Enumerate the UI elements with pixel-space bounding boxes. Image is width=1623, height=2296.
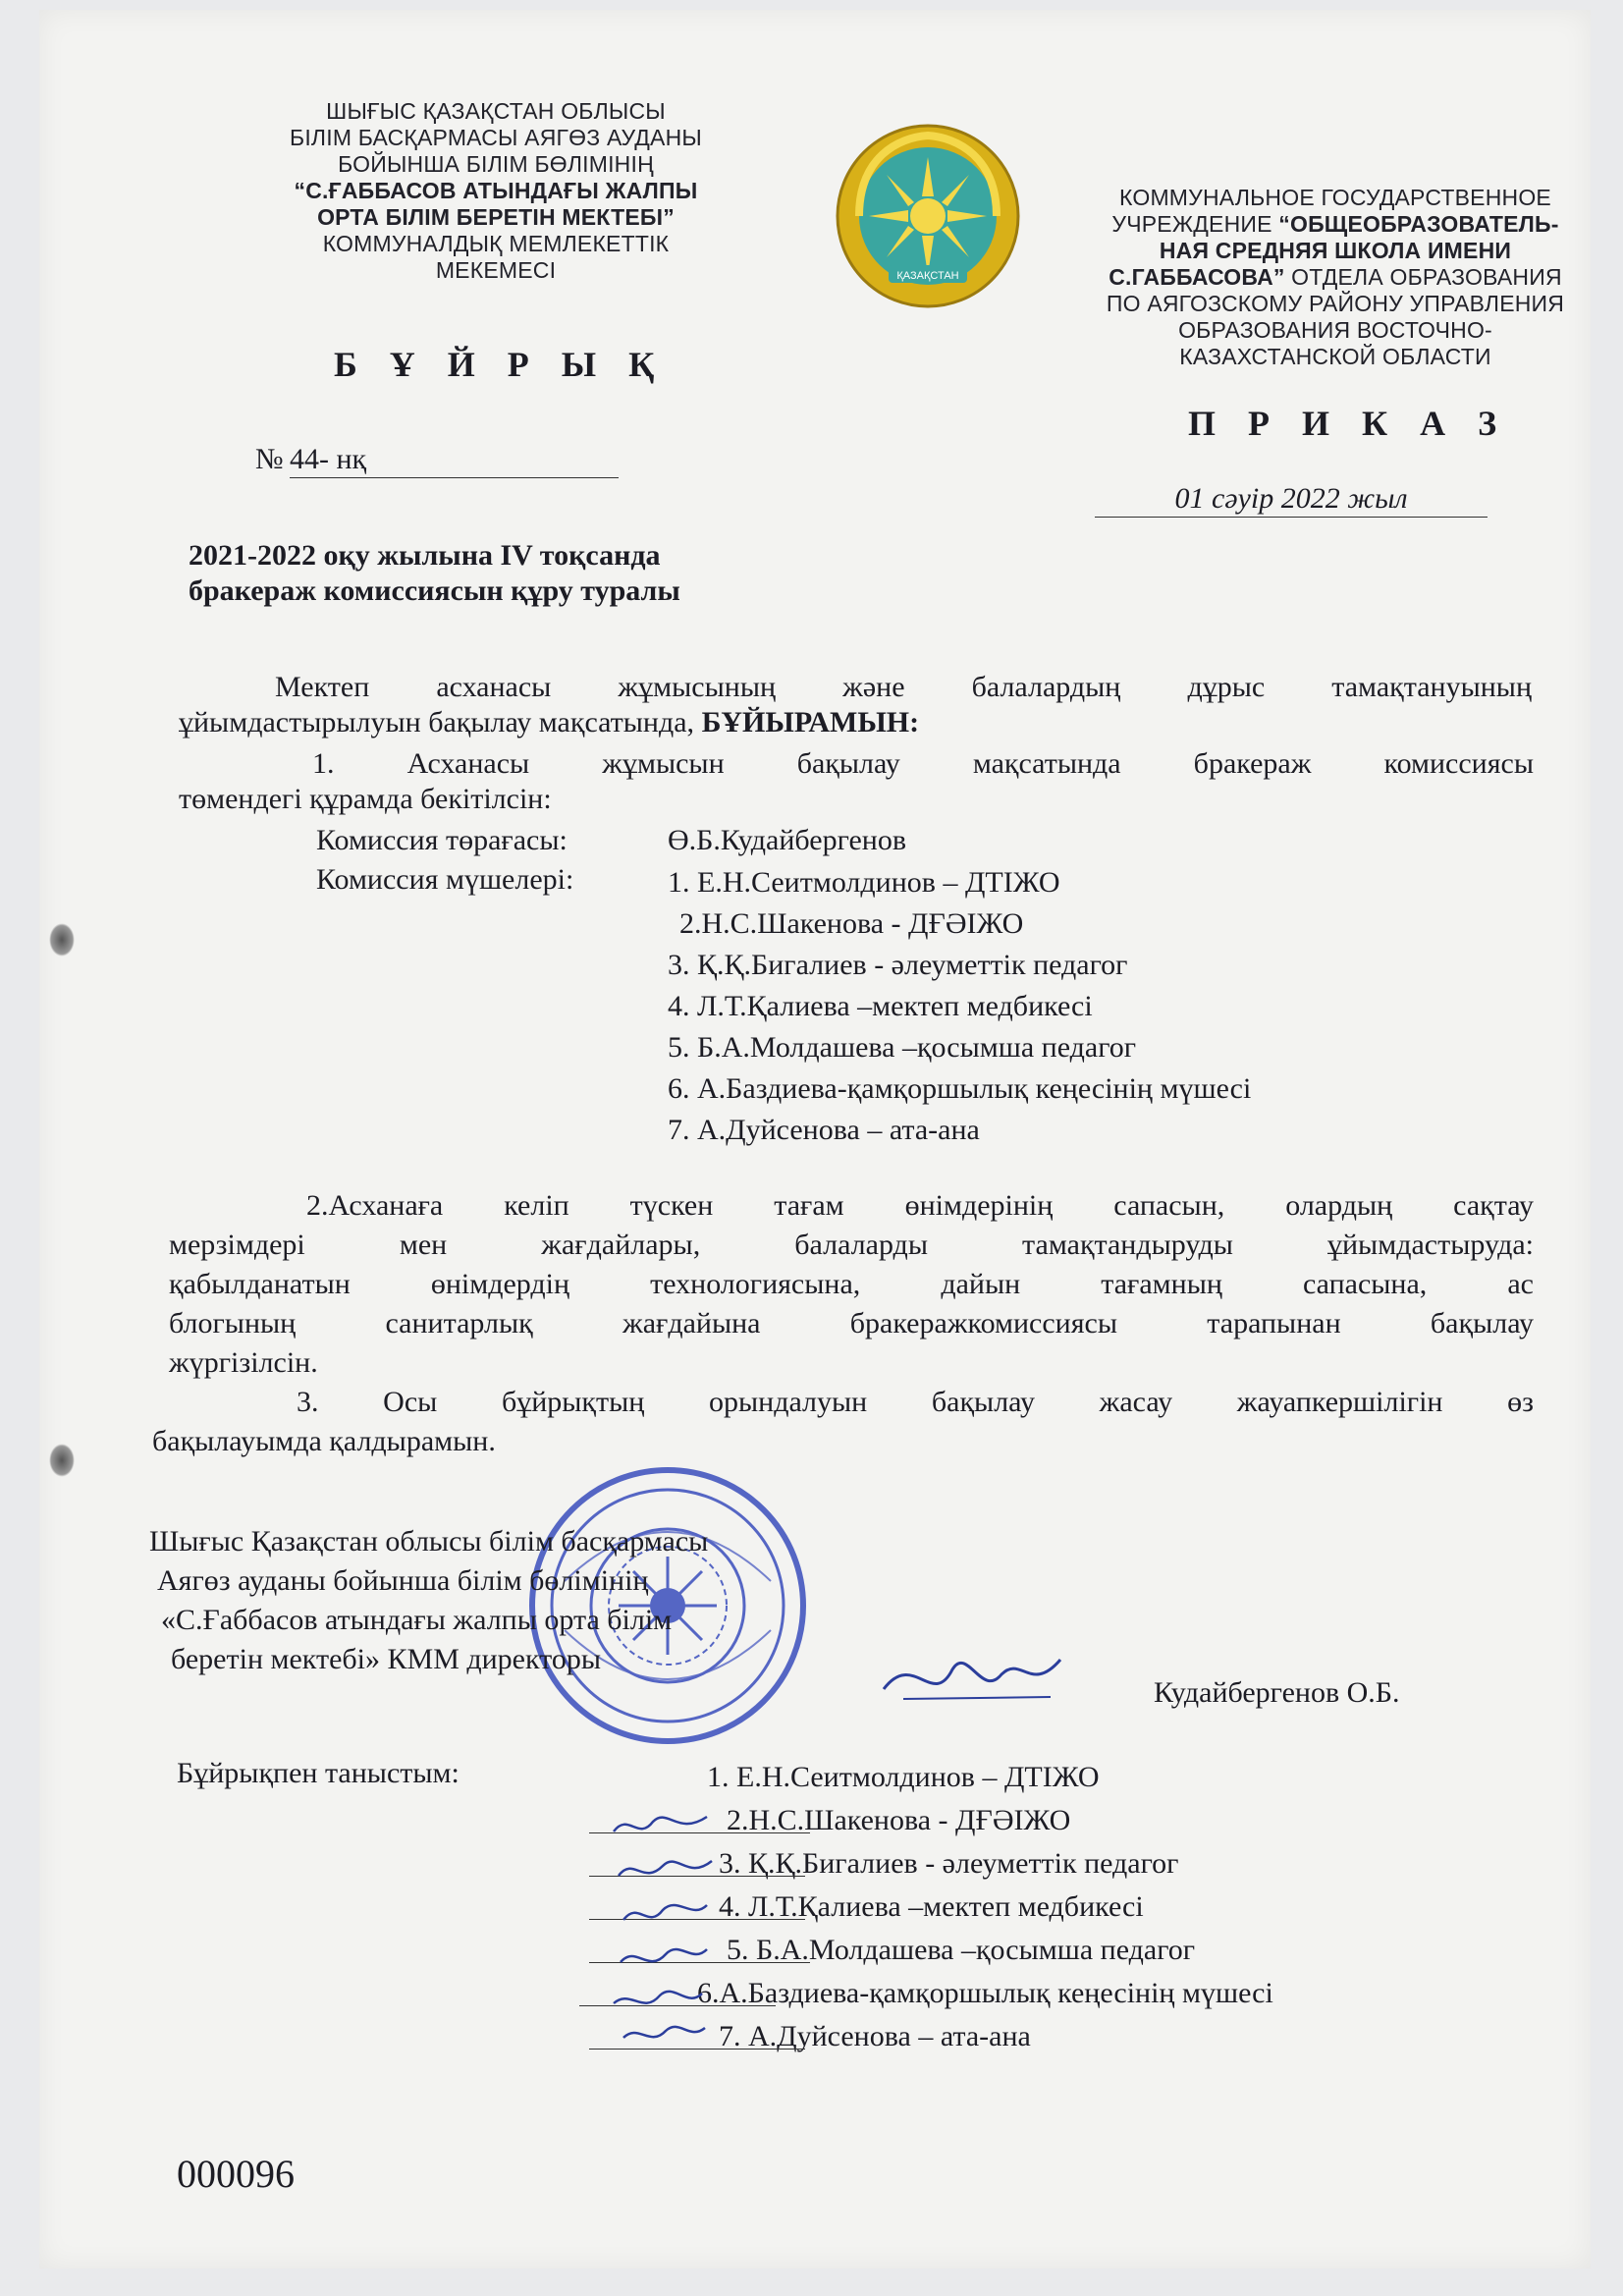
signature-line (589, 2049, 805, 2050)
member-item: 1. Е.Н.Сеитмолдинов – ДТІЖО (668, 866, 1060, 899)
order-date: 01 сәуір 2022 жыл (1095, 481, 1488, 518)
punch-hole (49, 1444, 75, 1477)
director-title (149, 1522, 708, 1679)
header-right-text: ОТДЕЛА ОБРАЗОВАНИЯ (1284, 264, 1562, 290)
header-left-line: МЕКЕМЕСІ (435, 257, 557, 283)
header-left-line: ШЫҒЫС ҚАЗАҚСТАН ОБЛЫСЫ (326, 98, 666, 124)
document-page (39, 10, 1591, 2269)
header-right-text: “ОБЩЕОБРАЗОВАТЕЛЬ- (1278, 211, 1559, 237)
header-right-line: КОММУНАЛЬНОЕ ГОСУДАРСТВЕННОЕ (1119, 185, 1551, 210)
director-title-line: «С.Ғаббасов атындағы жалпы орта білім (161, 1604, 673, 1636)
director-title-line: Шығыс Қазақстан облысы білім басқармасы (149, 1525, 709, 1558)
handwritten-signature-icon (609, 1807, 727, 2043)
header-left-line: ОРТА БІЛІМ БЕРЕТІН МЕКТЕБІ” (317, 204, 675, 230)
header-right-line: ОБРАЗОВАНИЯ ВОСТОЧНО- (1178, 317, 1492, 343)
item-2-line: 2.Асханаға келіп түскен тағам өнімдерінің сапасын, олардың сақтау (306, 1189, 1534, 1222)
members-list (668, 862, 1251, 1151)
body-text: ұйымдастырылуын бақылау мақсатында, (179, 706, 702, 738)
item-3-line: 3. Осы бұйрықтың орындалуын бақылау жасау жауапкершілігін өз (297, 1386, 1534, 1418)
header-right-text: С.ГАББАСОВА” (1109, 264, 1285, 290)
item-3-line: бақылауымда қалдырамын. (152, 1425, 496, 1457)
header-right-text: УЧРЕЖДЕНИЕ (1111, 211, 1279, 237)
body-line: Мектеп асханасы жұмысының және балалардың дұрыс тамақтануының (275, 671, 1532, 703)
punch-hole (49, 923, 75, 957)
body-line (179, 705, 1534, 740)
item-2-line: қабылданатын өнімдердің технологиясына, дайын тағамның сапасына, ас (169, 1268, 1534, 1300)
member-item: 3. Қ.Қ.Бигалиев - әлеуметтік педагог (668, 949, 1128, 981)
emblem-ribbon-text: ҚАЗАҚСТАН (896, 270, 959, 282)
acquaintance-entry: 6.А.Баздиева-қамқоршылық кеңесінің мүшесі (697, 1977, 1273, 2009)
member-item: 7. А.Дуйсенова – ата-ана (668, 1114, 980, 1146)
title-ru: П Р И К А З (1188, 404, 1509, 443)
order-number: 44- нқ (290, 442, 619, 478)
chair-name: Ө.Б.Кудайбергенов (668, 824, 907, 856)
subject-line: бракераж комиссиясын құру туралы (189, 574, 680, 607)
director-name: Кудайбергенов О.Б. (1154, 1676, 1400, 1709)
member-item: 5. Б.А.Молдашева –қосымша педагог (668, 1031, 1137, 1064)
item-2-line: жүргізілсін. (169, 1346, 318, 1379)
item-2-line: мерзімдері мен жағдайлары, балаларды тамақтандыруды ұйымдастыруда: (169, 1229, 1534, 1261)
member-item: 4. Л.Т.Қалиева –мектеп медбикесі (668, 990, 1093, 1022)
item-1-line: төмендегі құрамда бекітілсін: (179, 783, 552, 815)
header-right-line (1070, 211, 1600, 238)
order-number-prefix: № (255, 443, 284, 475)
chair-label: Комиссия төрағасы: (316, 824, 568, 856)
member-item: 6. А.Баздиева-қамқоршылық кеңесінің мүшесі (668, 1072, 1252, 1105)
header-right-line: ПО АЯГОЗСКОМУ РАЙОНУ УПРАВЛЕНИЯ (1106, 291, 1565, 316)
item-1-line: 1. Асханасы жұмысын бақылау мақсатында бракераж комиссиясы (312, 747, 1534, 780)
page-code: 000096 (177, 2152, 295, 2196)
director-title-line: Аягөз ауданы бойынша білім бөлімінің (157, 1564, 649, 1597)
acquaintance-entry: 5. Б.А.Молдашева –қосымша педагог (727, 1934, 1196, 1966)
director-title-line: беретін мектебі» КММ директоры (171, 1643, 602, 1675)
subject-line: 2021-2022 оқу жылына IV тоқсанда (189, 539, 661, 572)
acquaintance-entry: 2.Н.С.Шакенова - ДҒӘІЖО (727, 1804, 1071, 1836)
header-left-line: БОЙЫНША БІЛІМ БӨЛІМІНІҢ (338, 151, 654, 177)
member-item: 2.Н.С.Шакенова - ДҒӘІЖО (679, 907, 1024, 940)
header-right-block (1070, 185, 1600, 370)
acquaintance-label: Бұйрықпен таныстым: (177, 1757, 460, 1789)
header-right-line: НАЯ СРЕДНЯЯ ШКОЛА ИМЕНИ (1159, 238, 1512, 263)
order-keyword: БҰЙЫРАМЫН: (701, 706, 920, 738)
acquaintance-list (697, 1756, 1273, 2058)
header-right-line (1070, 264, 1600, 291)
title-kz: Б Ұ Й Р Ы Қ (334, 345, 667, 384)
header-left (221, 98, 771, 284)
acquaintance-entry: 1. Е.Н.Сеитмолдинов – ДТІЖО (707, 1761, 1100, 1793)
header-left-line: КОММУНАЛДЫҚ МЕМЛЕКЕТТІК (322, 231, 670, 256)
acquaintance-entry: 3. Қ.Қ.Бигалиев - әлеуметтік педагог (719, 1847, 1179, 1880)
header-right-line: КАЗАХСТАНСКОЙ ОБЛАСТИ (1179, 344, 1491, 369)
acquaintance-entry: 7. А.Дуйсенова – ата-ана (719, 2020, 1031, 2052)
header-left-line: “С.ҒАББАСОВ АТЫНДАҒЫ ЖАЛПЫ (294, 178, 698, 203)
state-emblem-icon (830, 118, 1026, 314)
item-2-line: блогының санитарлық жағдайына бракеражкомиссиясы тарапынан бақылау (169, 1307, 1534, 1339)
header-left-line: БІЛІМ БАСҚАРМАСЫ АЯГӨЗ АУДАНЫ (290, 125, 702, 150)
handwritten-signature-icon (874, 1640, 1070, 1719)
acquaintance-entry: 4. Л.Т.Қалиева –мектеп медбикесі (719, 1890, 1144, 1923)
members-label: Комиссия мүшелері: (316, 863, 574, 896)
